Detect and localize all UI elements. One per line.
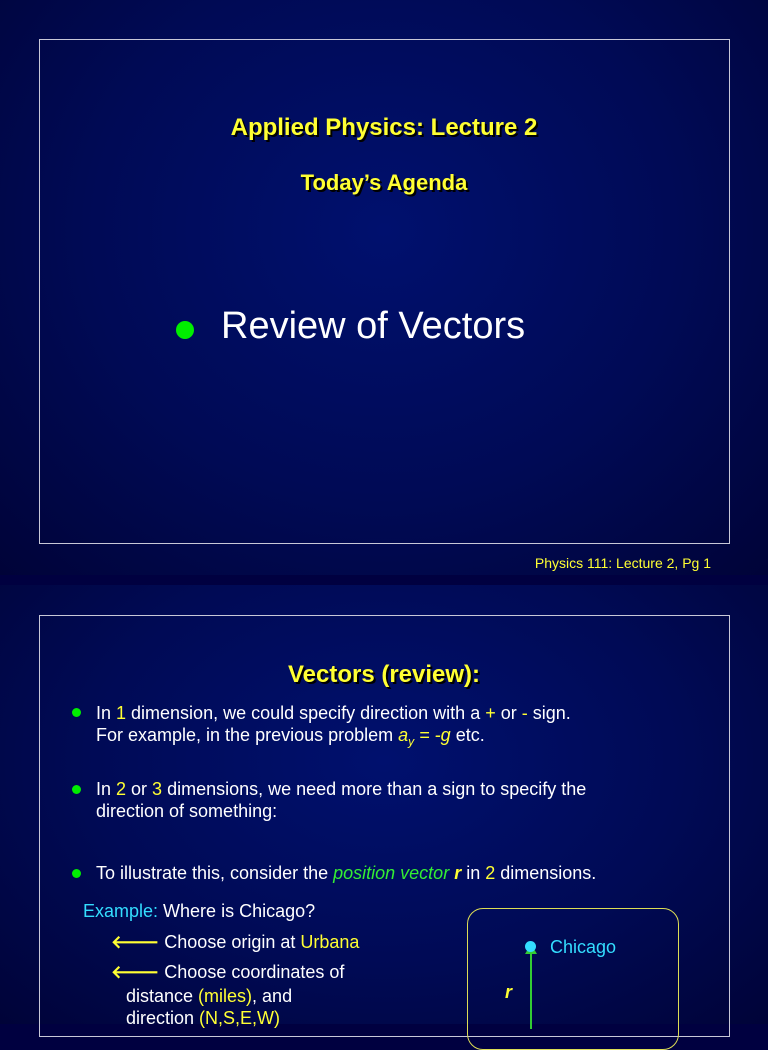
example-item-coordinates-cont-1: distance (miles), and [126,986,293,1006]
example-line: Example: Where is Chicago? [83,901,316,921]
bullet-dot-icon [72,708,81,717]
slide-title: Vectors (review): [287,661,481,688]
arrow-left-icon: 🡐 [111,932,160,952]
example-item-coordinates: 🡐 Choose coordinates of [111,962,345,982]
bullet-dot-icon [176,321,194,339]
bullet-1-line-1: In 1 dimension, we could specify direction with a + or - sign. [96,703,571,723]
bullet-2-line-2: direction of something: [96,801,278,821]
example-item-origin: 🡐 Choose origin at Urbana [111,932,360,952]
diagram-box [467,908,679,1050]
bullet-1-line-2: For example, in the previous problem $a_y = -g$ etc. [96,725,485,749]
arrow-left-icon: 🡐 [111,962,160,982]
example-item-coordinates-cont-2: direction (N,S,E,W) [126,1008,281,1028]
slide-footer: Physics 111: Lecture 2, Pg 1 [534,555,711,571]
vector-r-label: r [505,982,513,1002]
slide-2 [0,585,768,1028]
bullet-3: To illustrate this, consider the position vector r in 2 dimensions. [96,863,597,883]
agenda-item: Review of Vectors [221,305,526,347]
agenda-heading: Today’s Agenda [300,170,468,195]
bullet-dot-icon [72,869,81,878]
chicago-marker-icon [525,941,536,952]
chicago-label: Chicago [550,937,617,957]
bullet-2-line-1: In 2 or 3 dimensions, we need more than a sign to specify the [96,779,587,799]
bullet-dot-icon [72,785,81,794]
position-vector-line [530,949,532,1029]
lecture-title: Applied Physics: Lecture 2 [230,114,538,141]
